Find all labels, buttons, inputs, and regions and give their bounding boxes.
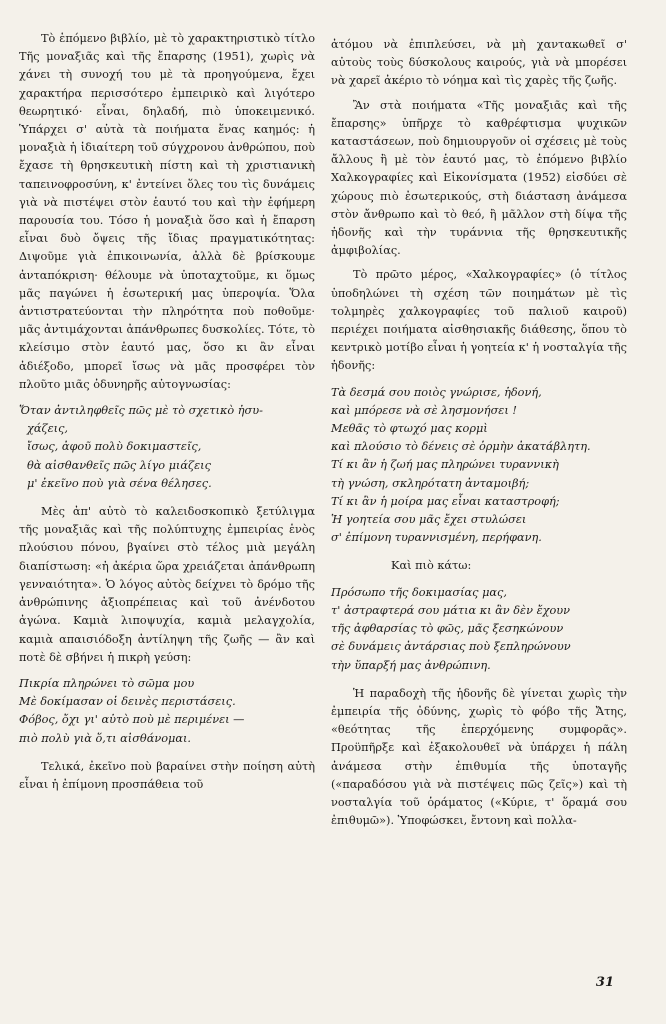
paragraph: Μὲς ἀπ' αὐτὸ τὸ καλειδοσκοπικὸ ξετύλιγμα τῆς μοναξιᾶς καὶ τῆς πολύπτυχης ἐμπειρίας ἑνὸς πλούσιου πόνου, βγαίνει στὸ τέλος μιὰ μεγάλη διαπίστωση: «ἡ ἀκέρια ὥρα χρειάζεται ἀπάνθρωπη γενναιότητα». Ὁ λόγος αὐτὸς δείχνει τὸ δρόμο τῆς ἀνθρώπινης ἀξιοπρέπειας καὶ τοῦ ἀνένδοτου ἀγώνα. Καμιὰ λιποψυχία, καμιὰ μελαγχολία, καμιὰ απαισιόδοξη ἀντίληψη τῆς ζωῆς — ἂν καὶ ποτὲ δὲ σβήνει ἡ πικρὴ γεύση: <box>19 505 315 664</box>
poem-excerpt <box>19 402 315 493</box>
poem-line: Ὅταν ἀντιληφθεῖς πῶς μὲ τὸ σχετικὸ ἠσυ- <box>19 404 263 418</box>
poem-line: Φόβος, ὄχι γι' αὐτὸ ποὺ μὲ περιμένει — <box>19 713 245 727</box>
poem-line: σ' ἐπίμονη τυραννισμένη, περήφανη. <box>331 531 542 545</box>
poem-line: Τὰ δεσμά σου ποιὸς γνώρισε, ἡδονή, <box>331 385 542 399</box>
poem-line: τ' ἀστραφτερά σου μάτια κι ἂν δὲν ἔχουν <box>331 603 571 617</box>
poem-line: μ' ἐκεῖνο ποὺ γιὰ σένα θέλησες. <box>27 476 212 490</box>
poem-line: Μεθᾶς τὸ φτωχό μας κορμὶ <box>331 422 488 436</box>
paragraph: Τὸ πρῶτο μέρος, «Χαλκογραφίες» (ὁ τίτλος ὑποδηλώνει τὴ σχέση τῶν ποιημάτων μὲ τὶς τολμηρὲς χαλκογραφίες τοῦ παλιοῦ καιροῦ) περιέχει ποιήματα αἰσθησιακῆς διάθεσης, ὅπου τὸ κεντρικὸ μοτίβο εἶναι ἡ γοητεία κ' ἡ νοσταλγία τῆς ἡδονῆς: <box>331 268 627 373</box>
poem-line: πιὸ πολὺ γιὰ ὅ,τι αἰσθάνομαι. <box>19 731 192 745</box>
paragraph: ἀτόμου νὰ ἐπιπλεύσει, νὰ μὴ χαντακωθεῖ σ' αὐτοὺς τοὺς δύσκολους καιρούς, γιὰ νὰ μπορέσει νὰ χαρεῖ ἀκέριο τὸ νόημα καὶ τὶς χαρὲς τῆς ζωῆς. <box>331 38 627 88</box>
poem-excerpt <box>331 384 627 548</box>
poem-line: Τί κι ἂν ἡ μοίρα μας εἶναι καταστροφή; <box>331 494 560 508</box>
poem-line: Ἡ γοητεία σου μᾶς ἔχει στυλώσει <box>331 513 527 527</box>
page-number: 31 <box>595 975 614 990</box>
paragraph: Ἡ παραδοχὴ τῆς ἡδονῆς δὲ γίνεται χωρὶς τὴν ἐμπειρία τῆς ὀδύνης, χωρὶς τὸ φόβο τῆς Ἄτης, «θεότητας τῆς ἐπερχόμενης συμφορᾶς». Προϋπῆρξε καὶ ἐξακολουθεῖ νὰ ὑπάρχει ἡ πάλη ἀνάμεσα στὴν ἐπιθυμία τῆς ὑποταγῆς («παραδόσου γιὰ νὰ πιστέψεις πῶς ζεῖς») καὶ τὴ νοσταλγία τοῦ ὁράματος («Κύριε, τ' ὅραμά σου ἐπιθυμῶ»). Ὑποφώσκει, ἔντονη καὶ πολλα- <box>331 686 627 828</box>
paragraph: Ἂν στὰ ποιήματα «Τῆς μοναξιᾶς καὶ τῆς ἔπαρσης» ὑπῆρχε τὸ καθρέφτισμα ψυχικῶν καταστάσεων, ποὺ δημιουργοῦν οἱ σχέσεις μὲ τοὺς ἄλλους ἢ μὲ τὸν ἑαυτό μας, τὸ ἑπόμενο βιβλίο Χαλκογραφίες καὶ Εἰκονίσματα (1952) εἰσδύει σὲ χώρους πιὸ ἐσωτερικούς, στὴ διάσταση ἀνάμεσα στὸν ἄνθρωπο καὶ τὸ θεό, ἢ μᾶλλον στὴ δίψα τῆς ἡδονῆς καὶ τὴν τυράννια τῆς θρησκευτικῆς ἀμφιβολίας. <box>331 98 627 258</box>
poem-line: ἴσως, ἀφοῦ πολὺ δοκιμαστεῖς, <box>27 440 202 454</box>
poem-line: τῆς ἀφθαρσίας τὸ φῶς, μᾶς ξεσηκώνουν <box>331 622 564 636</box>
poem-line: καὶ μπόρεσε νὰ σὲ λησμονήσει ! <box>331 403 517 417</box>
poem-line: χάζεις, <box>27 422 69 436</box>
right-column <box>331 36 627 836</box>
poem-line: σὲ δυνάμεις ἀντάρσιας ποὺ ξεπληρώνουν <box>331 640 571 654</box>
poem-line: Πικρία πληρώνει τὸ σῶμα μου <box>19 676 195 690</box>
poem-line: καὶ πλούσιο τὸ δένεις σὲ ὁρμὴν ἀκατάβλητη. <box>331 440 591 454</box>
poem-line: τὴ γνώση, σκληρότατη ἀνταμοιβή; <box>331 476 530 490</box>
poem-excerpt <box>19 675 315 748</box>
poem-line: Μὲ δοκίμασαν οἱ δεινὲς περιστάσεις. <box>19 695 236 709</box>
poem-line: Πρόσωπο τῆς δοκιμασίας μας, <box>331 585 507 599</box>
paragraph: Τὸ ἑπόμενο βιβλίο, μὲ τὸ χαρακτηριστικὸ τίτλο Τῆς μοναξιᾶς καὶ τῆς ἔπαρσης (1951), χωρὶς νὰ χάνει τὴ συνοχή του μὲ τὰ προηγούμενα, ἔχει χαρακτήρα περισσότερο ἐμπειρικὸ καὶ λιγότερο θεωρητικό· εἶναι, δηλαδή, πιὸ ὑποκειμενικό. Ὑπάρχει σ' αὐτὰ τὰ ποιήματα ἕνας καημός: ἡ μοναξιὰ ἡ ἰδιαίτερη τοῦ σύγχρονου ἀνθρώπου, ποὺ ἔχασε τὴ θρησκευτικὴ πίστη καὶ τὴ χριστιανικὴ ταπεινοφροσύνη, κ' ἐντείνει ὅλες του τὶς δυνάμεις γιὰ νὰ πιστέψει στὸν ἑαυτό του καὶ τὴν ἐφήμερη παρουσία του. Τόσο ἡ μοναξιὰ ὅσο καὶ ἡ ἔπαρση εἶναι δυὸ ὄψεις τῆς ἴδιας πραγματικότητας: Διψοῦμε γιὰ ἐπικοινωνία, ἀλλὰ δὲ βρίσκουμε ἀνταπόκριση· θέλουμε νὰ ὑποταχτοῦμε, κι ὅμως μᾶς παγώνει ἡ ἐσωτερική μας ὑπεροψία. Ὅλα ἀντιστρατεύονται τὴν πληρότητα ποὺ ποθοῦμε· μᾶς ἀντιμάχονται ἀπάνθρωπες δυσκολίες. Τότε, τὸ κλείσιμο στὸν ἑαυτό μας, ὅσο κι ἂν εἶναι ἀδιέξοδο, μπορεῖ ἴσως νὰ μᾶς προσφέρει τὸν πλοῦτο μιᾶς ὀδυνηρῆς αὐτογνωσίας: <box>19 32 315 391</box>
transition-line: Καὶ πιὸ κάτω: <box>391 559 472 573</box>
poem-line: Τί κι ἂν ἡ ζωή μας πληρώνει τυραννικὴ <box>331 458 559 472</box>
poem-line: τὴν ὕπαρξή μας ἀνθρώπινη. <box>331 658 491 672</box>
poem-excerpt <box>331 584 627 675</box>
left-column <box>19 30 315 800</box>
poem-line: θὰ αἰσθανθεῖς πῶς λίγο μιάζεις <box>27 458 211 472</box>
paragraph: Τελικά, ἐκεῖνο ποὺ βαραίνει στὴν ποίηση αὐτὴ εἶναι ἡ ἐπίμονη προσπάθεια τοῦ <box>19 759 315 791</box>
